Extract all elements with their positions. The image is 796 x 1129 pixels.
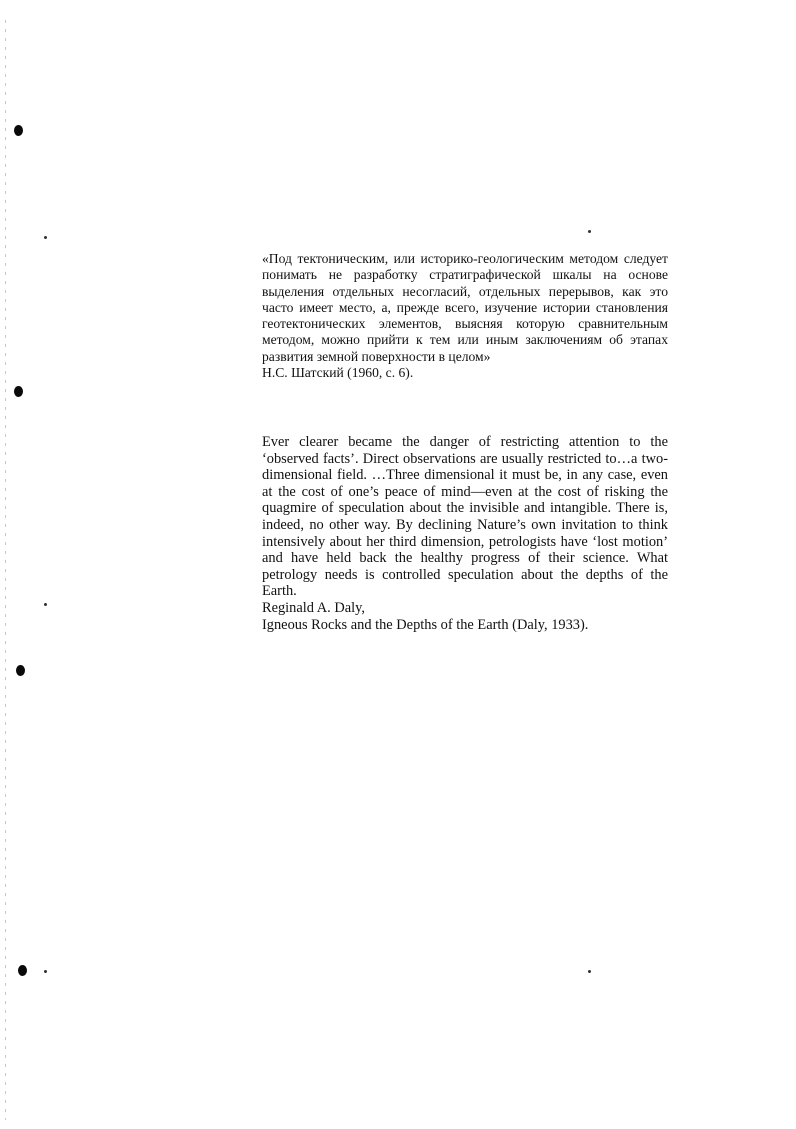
binder-hole (18, 965, 27, 976)
epigraph-english-author: Reginald A. Daly, (262, 599, 365, 616)
epigraph-russian-text: «Под тектоническим, или историко-геологическим методом следует понимать не разработку стратиграфической шкалы на основе выделения отдельных несогласий, отдельных перерывов, как это часто имеет место, а, прежде всего, изучение истории становления геотектонических элементов, выясняя которую сравнительным методом, можно прийти к тем или иным заключениям об этапах развития земной поверхности в целом» (262, 251, 668, 364)
epigraph-english (262, 434, 668, 633)
epigraph-english-source: Igneous Rocks and the Depths of the Earth (Daly, 1933). (262, 616, 589, 633)
epigraph-russian-attribution: Н.С. Шатский (1960, с. 6). (262, 365, 414, 381)
scan-speck (588, 230, 591, 233)
scan-speck (44, 236, 47, 239)
epigraph-russian (262, 251, 668, 381)
epigraph-english-text: Ever clearer became the danger of restricting attention to the ‘observed facts’. Direct observations are usually restricted to…a two-dimensional field. …Three dimensional it must be, in any case, even at the cost of one’s peace of mind—even at the cost of risking the quagmire of speculation about the invisible and intangible. There is, indeed, no other way. By declining Nature’s own invitation to think intensively about her third dimension, petrologists have ‘lost motion’ and have held back the healthy progress of their science. What petrology needs is controlled speculation about the depths of the Earth. (262, 434, 668, 600)
scan-speck (44, 603, 47, 606)
binder-hole (14, 386, 23, 397)
scan-edge-artifact (5, 20, 6, 1120)
scan-speck (44, 970, 47, 973)
binder-hole (16, 665, 25, 676)
binder-hole (14, 125, 23, 136)
scan-speck (588, 970, 591, 973)
